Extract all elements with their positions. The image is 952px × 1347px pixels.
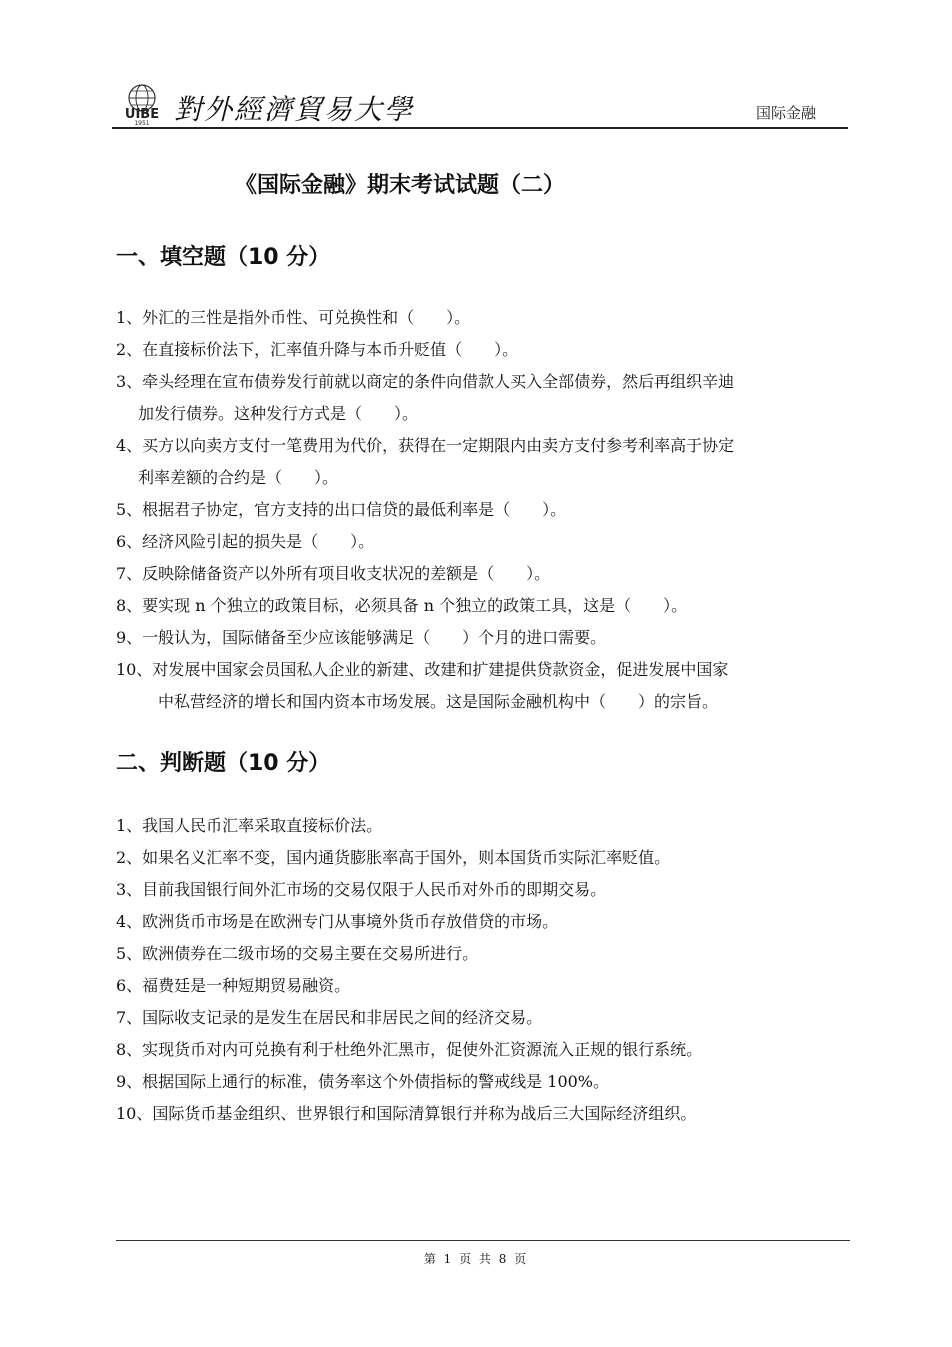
list-item: 10、国际货币基金组织、世界银行和国际清算银行并称为战后三大国际经济组织。	[116, 1104, 697, 1123]
list-item: 9、一般认为，国际储备至少应该能够满足（ ）个月的进口需要。	[116, 628, 607, 647]
university-logo-icon	[116, 82, 168, 126]
university-name: 對外經濟貿易大學	[174, 93, 415, 126]
list-item: 8、实现货币对内可兑换有利于杜绝外汇黑市，促使外汇资源流入正规的银行系统。	[116, 1040, 703, 1059]
list-item: 4、欧洲货币市场是在欧洲专门从事境外货币存放借贷的市场。	[116, 912, 559, 931]
logo-year: 1951	[134, 120, 150, 126]
footer-divider	[116, 1240, 850, 1241]
list-item: 3、牵头经理在宣布债券发行前就以商定的条件向借款人买入全部债券，然后再组织辛迪 加发行债券。这种发行方式是（ ）。	[116, 372, 735, 423]
list-item: 8、要实现 n 个独立的政策目标，必须具备 n 个独立的政策工具，这是（ ）。	[116, 596, 688, 615]
list-item: 9、根据国际上通行的标准，债务率这个外债指标的警戒线是 100%。	[116, 1072, 610, 1091]
list-item: 2、在直接标价法下，汇率值升降与本币升贬值（ ）。	[116, 340, 519, 359]
page-number: 第 1 页 共 8 页	[423, 1252, 529, 1266]
list-item: 6、福费廷是一种短期贸易融资。	[116, 976, 351, 995]
list-item: 4、买方以向卖方支付一笔费用为代价，获得在一定期限内由卖方支付参考利率高于协定 利率差额的合约是（ ）。	[116, 436, 735, 487]
list-item: 1、我国人民币汇率采取直接标价法。	[116, 816, 383, 835]
course-name: 国际金融	[755, 104, 816, 122]
section-heading-fill-blank: 一、填空题（10 分）	[116, 245, 331, 270]
list-item: 1、外汇的三性是指外币性、可兑换性和（ ）。	[116, 308, 471, 327]
fill-blank-questions	[116, 302, 852, 718]
document-title: 《国际金融》期末考试试题（二）	[234, 173, 565, 198]
list-item: 6、经济风险引起的损失是（ ）。	[116, 532, 375, 551]
page-header	[112, 78, 848, 130]
true-false-questions	[116, 810, 852, 1130]
list-item: 7、国际收支记录的是发生在居民和非居民之间的经济交易。	[116, 1008, 543, 1027]
list-item: 5、欧洲债券在二级市场的交易主要在交易所进行。	[116, 944, 479, 963]
list-item: 3、目前我国银行间外汇市场的交易仅限于人民币对外币的即期交易。	[116, 880, 607, 899]
list-item: 10、对发展中国家会员国私人企业的新建、改建和扩建提供贷款资金，促进发展中国家 中私营经济的增长和国内资本市场发展。这是国际金融机构中（ ）的宗旨。	[116, 660, 729, 711]
list-item: 7、反映除储备资产以外所有项目收支状况的差额是（ ）。	[116, 564, 551, 583]
list-item: 2、如果名义汇率不变，国内通货膨胀率高于国外，则本国货币实际汇率贬值。	[116, 848, 671, 867]
header-divider	[112, 127, 848, 129]
section-heading-true-false: 二、判断题（10 分）	[116, 751, 331, 776]
logo-abbrev: UIBE	[124, 107, 160, 122]
list-item: 5、根据君子协定，官方支持的出口信贷的最低利率是（ ）。	[116, 500, 567, 519]
